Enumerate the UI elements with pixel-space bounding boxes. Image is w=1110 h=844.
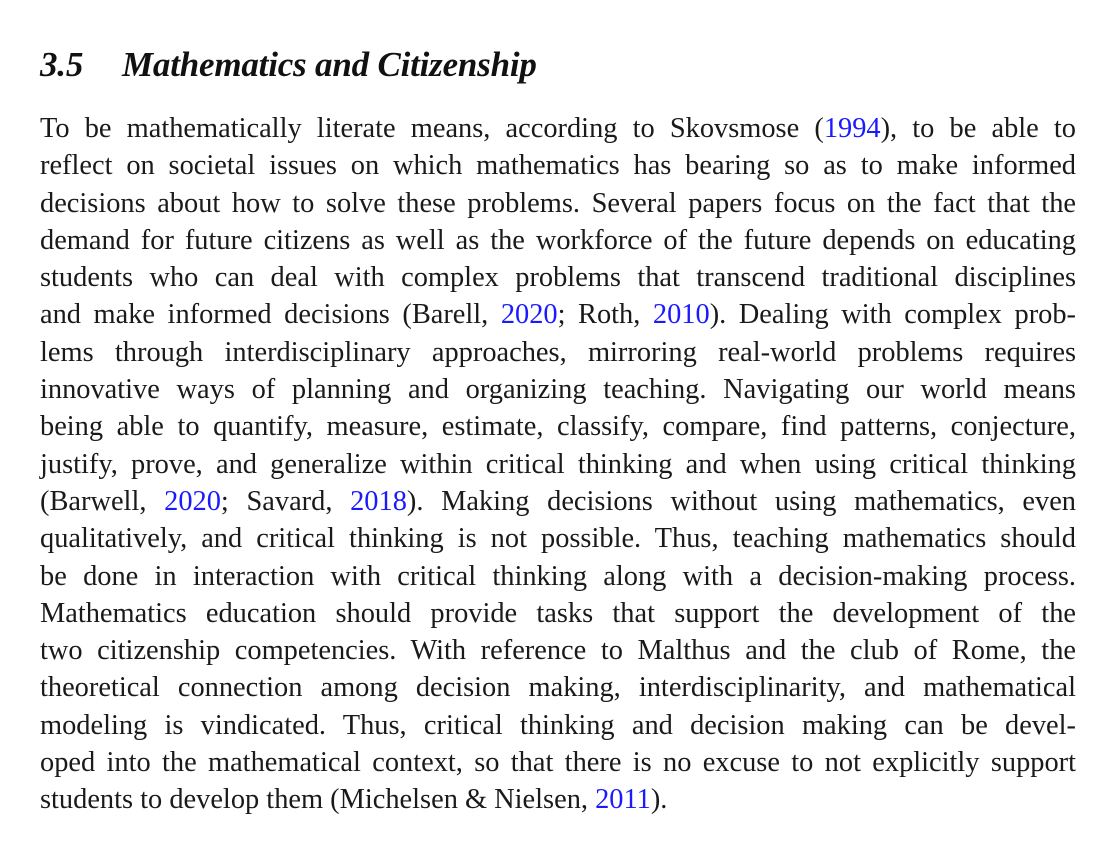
text-segment: reflect on societal issues on which mathematics has bearing so as to make informed: [40, 150, 1076, 182]
text-segment: theoretical connection among decision making, interdisciplinarity, and mathematical: [40, 672, 1076, 704]
text-segment: (Barwell,: [40, 485, 165, 517]
text-line: [40, 334, 1076, 371]
text-segment: being able to quantify, measure, estimate, classify, compare, find patterns, conjecture,: [40, 411, 1076, 443]
text-line: [40, 408, 1076, 445]
text-segment: and make informed decisions (Barell,: [40, 299, 501, 331]
citation-year-link[interactable]: 2020: [164, 485, 221, 517]
citation-year-link[interactable]: 2018: [350, 485, 407, 517]
section-heading: [40, 45, 537, 85]
text-line: [40, 707, 1076, 744]
text-segment: modeling is vindicated. Thus, critical thinking and decision making can be devel-: [40, 709, 1076, 741]
text-line: [40, 669, 1076, 706]
citation-year-link[interactable]: 2010: [652, 299, 710, 331]
text-line: [40, 110, 1076, 147]
text-segment: ). Dealing with complex prob-: [709, 299, 1077, 331]
citation-year-link[interactable]: 2020: [500, 299, 558, 331]
text-line: [40, 222, 1076, 259]
text-line: [40, 185, 1076, 222]
text-segment: ). Making decisions without using mathematics, even: [406, 485, 1076, 517]
text-segment: innovative ways of planning and organizing teaching. Navigating our world means: [40, 374, 1076, 406]
text-line: [40, 595, 1076, 632]
citation-year-link[interactable]: 2011: [595, 784, 651, 816]
text-line: [40, 483, 1076, 520]
text-segment: To be mathematically literate means, according to Skovsmose (: [40, 113, 824, 144]
section-number: 3.5: [40, 45, 84, 85]
text-segment: students to develop them (Michelsen & Nielsen,: [40, 784, 596, 816]
text-segment: ; Roth,: [557, 299, 653, 331]
section-title: Mathematics and Citizenship: [122, 45, 537, 85]
text-line: [40, 632, 1076, 669]
text-segment: decisions about how to solve these problems. Several papers focus on the fact that the: [40, 187, 1076, 219]
text-segment: oped into the mathematical context, so that there is no excuse to not explicitly support: [40, 747, 1076, 779]
text-line: [40, 781, 1076, 818]
citation-year-link[interactable]: 1994: [823, 113, 881, 144]
body-paragraph: [40, 110, 1076, 819]
text-line: [40, 744, 1076, 781]
text-segment: ).: [650, 784, 668, 816]
text-line: [40, 558, 1076, 595]
text-line: [40, 520, 1076, 557]
text-segment: two citizenship competencies. With reference to Malthus and the club of Rome, the: [40, 635, 1076, 667]
text-segment: be done in interaction with critical thinking along with a decision-making process.: [40, 560, 1076, 592]
text-segment: demand for future citizens as well as the workforce of the future depends on educating: [40, 224, 1076, 256]
text-segment: lems through interdisciplinary approaches, mirroring real-world problems requires: [40, 336, 1076, 368]
text-line: [40, 147, 1076, 184]
text-segment: justify, prove, and generalize within critical thinking and when using critical thinking: [40, 448, 1076, 480]
text-line: [40, 296, 1076, 333]
text-line: [40, 446, 1076, 483]
text-segment: Mathematics education should provide tasks that support the development of the: [40, 597, 1076, 629]
text-line: [40, 259, 1076, 296]
text-segment: ; Savard,: [220, 485, 351, 517]
text-segment: students who can deal with complex problems that transcend traditional disciplines: [40, 262, 1076, 294]
text-segment: ), to be able to: [880, 113, 1076, 144]
text-line: [40, 371, 1076, 408]
text-segment: qualitatively, and critical thinking is not possible. Thus, teaching mathematics should: [40, 523, 1076, 555]
